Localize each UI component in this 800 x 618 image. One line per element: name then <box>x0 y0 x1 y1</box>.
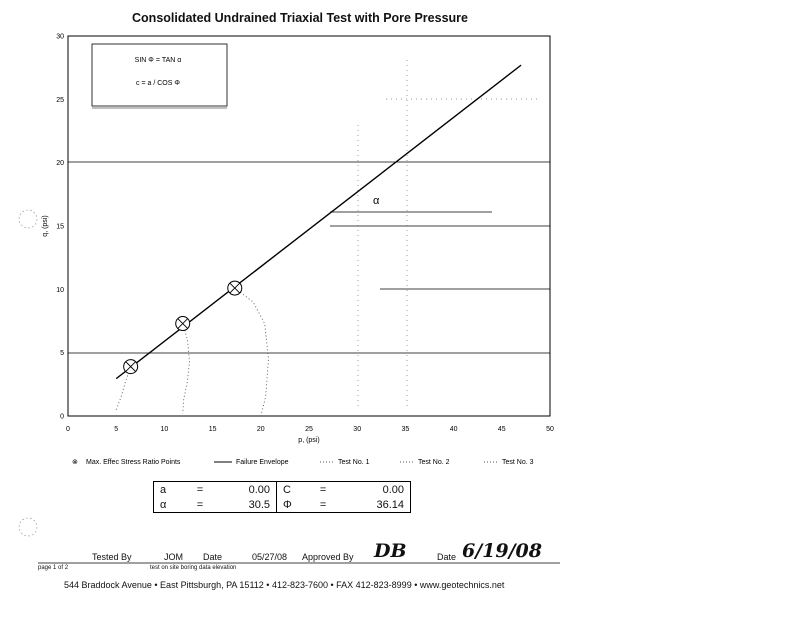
stress-path-test-2 <box>183 324 190 414</box>
footer-note: test on site boring data elevation <box>150 565 237 571</box>
page-number: page 1 of 2 <box>38 565 69 571</box>
tested-by-value: JOM <box>164 552 183 562</box>
legend-label-test1: Test No. 1 <box>338 459 370 466</box>
y-tick-label-5: 25 <box>56 96 64 104</box>
stress-ratio-point-3 <box>228 281 242 295</box>
x-tick-label-0: 0 <box>66 426 70 433</box>
x-tick-label-4: 20 <box>256 426 265 433</box>
approved-by-signature: DB <box>374 540 407 562</box>
scan-artifacts <box>358 60 540 410</box>
alpha-value: 30.5 <box>248 498 271 511</box>
equation-box <box>92 44 227 108</box>
legend <box>72 459 534 466</box>
x-axis-label: p, (psi) <box>298 437 320 444</box>
legend-label-test3: Test No. 3 <box>502 459 534 466</box>
x-tick-label-9: 45 <box>497 426 506 433</box>
a-label: a <box>160 483 167 496</box>
reference-lines <box>68 162 550 353</box>
date-value: 05/27/08 <box>252 552 288 562</box>
legend-label-points: Max. Effec Stress Ratio Points <box>86 459 181 466</box>
stress-path-test-3 <box>235 288 269 416</box>
y-axis-label: q, (psi) <box>42 215 49 237</box>
hole-punch-top <box>19 210 37 228</box>
results-table <box>153 481 411 513</box>
y-tick-label-2: 10 <box>56 286 64 294</box>
phi-equals: = <box>319 498 327 511</box>
results-row-1 <box>154 482 411 498</box>
y-tick-label-0: 0 <box>60 413 64 421</box>
y-tick-label-3: 15 <box>56 223 64 231</box>
x-tick-labels <box>66 426 554 433</box>
results-row-2 <box>154 497 411 513</box>
hole-punch-bottom <box>19 518 37 536</box>
x-tick-label-8: 40 <box>449 426 458 433</box>
approval-date-handwritten: 6/19/08 <box>462 540 542 562</box>
x-tick-label-2: 10 <box>160 426 169 433</box>
y-tick-label-4: 20 <box>56 160 64 168</box>
stress-ratio-point-1 <box>124 360 138 374</box>
legend-label-envelope: Failure Envelope <box>236 459 289 466</box>
legend-label-test2: Test No. 2 <box>418 459 450 466</box>
a-value: 0.00 <box>248 483 271 496</box>
a-equals: = <box>196 483 204 496</box>
alpha-equals: = <box>196 498 204 511</box>
legend-marker-points: ⊗ <box>72 459 78 466</box>
equation-c: c = a / COS Φ <box>136 80 180 87</box>
c-value: 0.00 <box>382 483 404 496</box>
x-tick-label-10: 50 <box>546 426 554 433</box>
x-tick-label-5: 25 <box>305 426 313 433</box>
y-tick-label-6: 30 <box>56 33 64 41</box>
equation-box-frame <box>92 44 227 106</box>
tested-by-label: Tested By <box>92 552 132 562</box>
failure-envelope-line <box>116 65 521 379</box>
alpha-angle-label: α <box>373 195 380 207</box>
x-tick-label-1: 5 <box>114 426 119 433</box>
x-tick-label-6: 30 <box>353 426 362 433</box>
approved-by-label: Approved By <box>302 552 354 562</box>
footer-address: 544 Braddock Avenue • East Pittsburgh, PA 15112 • 412-823-7600 • FAX 412-823-8999 • www.geotechnics.net <box>64 580 505 590</box>
y-tick-label-1: 5 <box>60 350 64 358</box>
date-label: Date <box>203 552 223 562</box>
phi-value: 36.14 <box>376 498 404 511</box>
stress-paths <box>116 288 268 416</box>
c-equals: = <box>319 483 327 496</box>
equation-sin-phi: SIN Φ = TAN α <box>134 57 182 64</box>
alpha-label: α <box>160 498 167 511</box>
y-tick-labels <box>56 34 64 421</box>
phi-label: Φ <box>277 497 308 513</box>
chart-title: Consolidated Undrained Triaxial Test with Pore Pressure <box>132 11 468 25</box>
c-label: C <box>277 482 308 498</box>
x-tick-label-3: 15 <box>208 426 217 433</box>
stress-ratio-point-2 <box>176 317 190 331</box>
date2-label: Date <box>437 552 457 562</box>
x-tick-label-7: 35 <box>401 426 410 433</box>
